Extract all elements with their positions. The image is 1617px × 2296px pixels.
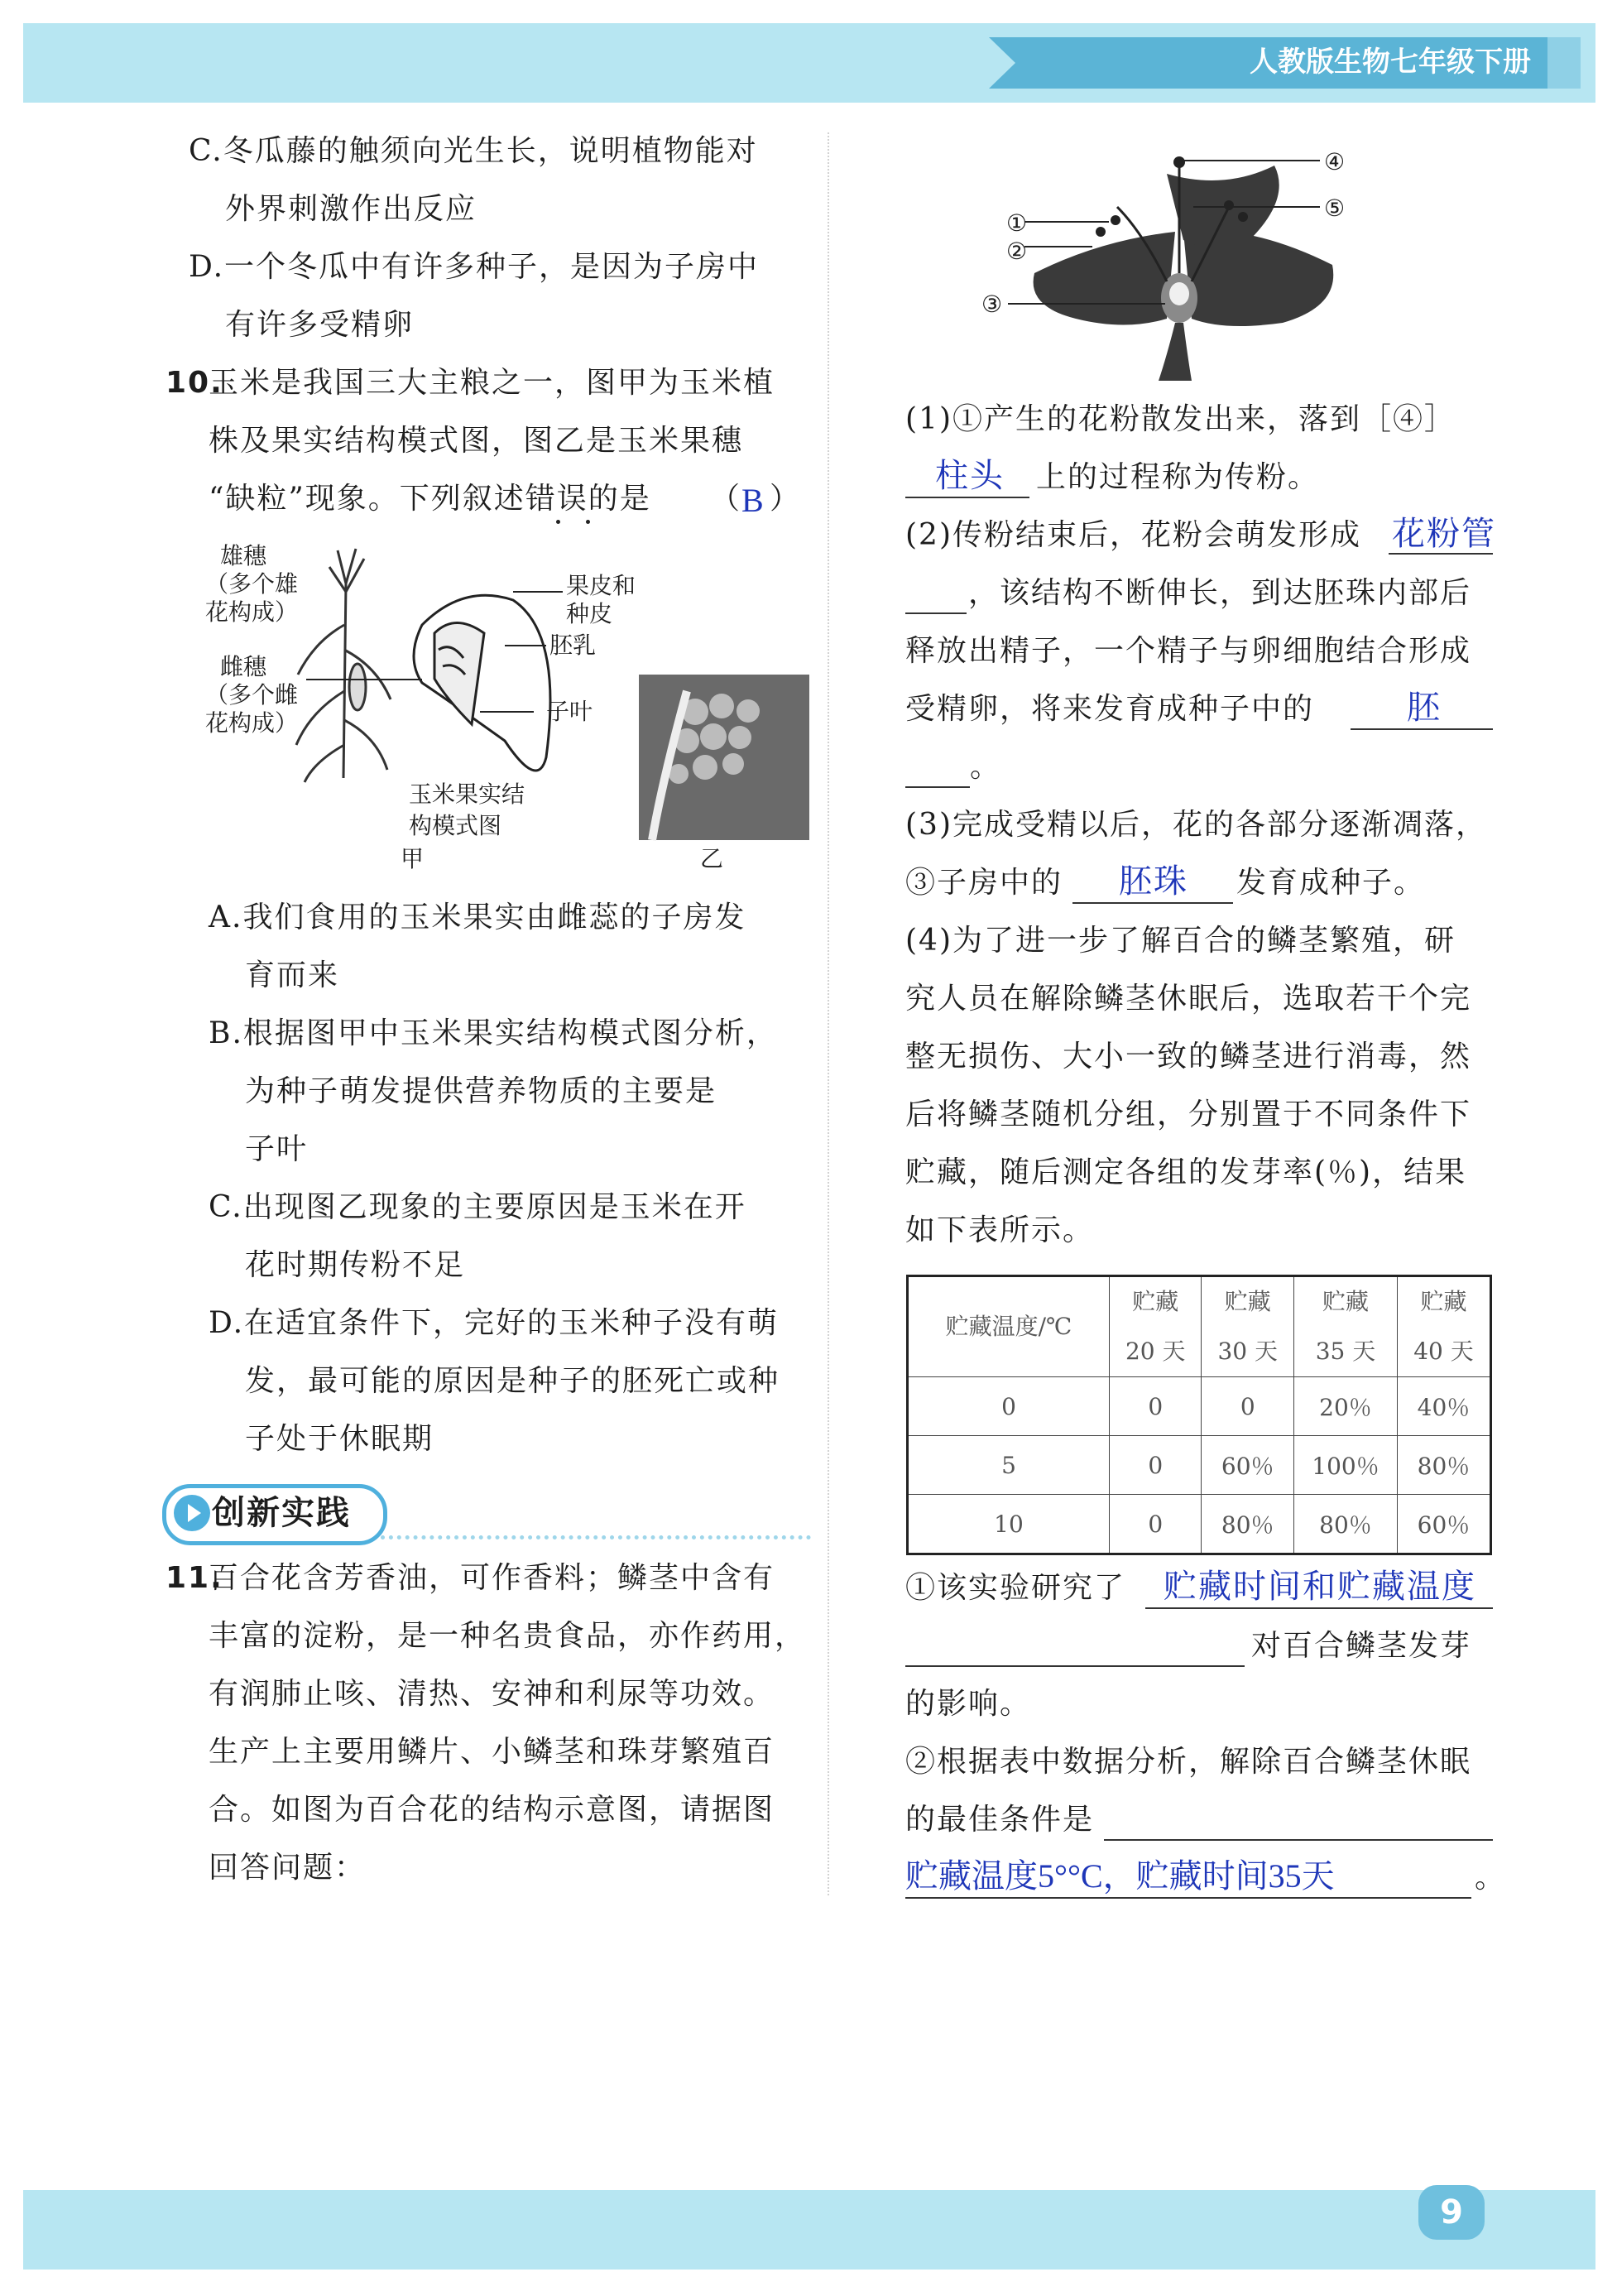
q10-option-b-line2: 为种子萌发提供营养物质的主要是 [245, 1074, 717, 1108]
answer-blank [1104, 1839, 1493, 1841]
column-divider [828, 132, 829, 1895]
q10-paren-close: ） [770, 482, 802, 516]
p4-line3: 整无损伤、大小一致的鳞茎进行消毒，然 [905, 1040, 1472, 1074]
q10-option-d-line1: D.在适宜条件下，完好的玉米种子没有萌 [209, 1306, 780, 1340]
flower-label-5: ⑤ [1324, 195, 1346, 222]
p3-line2b: 发育成种子。 [1236, 866, 1426, 900]
lily-flower-figure [976, 141, 1365, 389]
table-row [908, 1436, 1491, 1495]
q9-option-d-line2: 有许多受精卵 [225, 308, 415, 342]
q9-option-d-line1: D.一个冬瓜中有许多种子，是因为子房中 [189, 250, 760, 284]
answer-blank [905, 1897, 1471, 1899]
p3-line1: (3)完成受精以后，花的各部分逐渐凋落， [905, 808, 1487, 842]
answer-blank [905, 612, 967, 614]
table-header-day20: 贮藏 20 天 [1110, 1276, 1202, 1377]
p2-answer1: 花粉管 [1392, 515, 1496, 552]
p1-line2: 上的过程称为传粉。 [1036, 460, 1320, 494]
table-cell: 60％ [1202, 1436, 1293, 1495]
fig-label-pericarp-1: 果皮和 [566, 572, 636, 599]
header-block [1547, 37, 1581, 89]
table-cell: 80％ [1202, 1495, 1293, 1554]
q11-line5: 合。如图为百合花的结构示意图，请据图 [209, 1793, 775, 1827]
table-cell: 10 [908, 1495, 1110, 1554]
qa-line1: ①该实验研究了 [905, 1571, 1126, 1605]
q10-option-d-line3: 子处于休眠期 [245, 1422, 434, 1456]
germination-table [906, 1275, 1492, 1555]
p4-line6: 如下表所示。 [905, 1213, 1095, 1247]
table-cell: 0 [1110, 1377, 1202, 1436]
fig-label-yi: 乙 [700, 845, 724, 872]
p4-line2: 究人员在解除鳞茎休眠后，选取若干个完 [905, 982, 1472, 1016]
fig-label-female-2: （多个雌 [205, 681, 299, 708]
lily-petals [1034, 166, 1334, 381]
q10-stem-line1: 玉米是我国三大主粮之一，图甲为玉米植 [209, 366, 775, 400]
flower-label-3: ③ [981, 291, 1003, 318]
q10-stem-line2: 株及果实结构模式图，图乙是玉米果穗 [209, 424, 744, 458]
q11-line3: 有润肺止咳、清热、安神和利尿等功效。 [209, 1677, 775, 1711]
play-arrow-icon [174, 1495, 210, 1531]
fig-label-male-3: 花构成） [205, 598, 299, 626]
header-title: 人教版生物七年级下册 [1250, 46, 1531, 79]
p2-answer2: 胚 [1407, 689, 1442, 726]
answer-blank [905, 786, 970, 788]
table-cell: 20％ [1293, 1377, 1397, 1436]
qb-end: 。 [1475, 1861, 1507, 1895]
corn-kernel-drawing [414, 595, 550, 771]
q10-option-d-line2: 发，最可能的原因是种子的胚死亡或种 [245, 1364, 780, 1398]
flower-label-4: ④ [1324, 148, 1346, 175]
table-cell: 40％ [1397, 1377, 1490, 1436]
page-number: 9 [1418, 2185, 1485, 2240]
table-cell: 80％ [1293, 1495, 1397, 1554]
p2-line4: 受精卵，将来发育成种子中的 [905, 692, 1315, 726]
table-header-day30: 贮藏 30 天 [1202, 1276, 1293, 1377]
section-dotted-rule [381, 1535, 811, 1539]
table-header-row [908, 1276, 1491, 1377]
p3-line2a: ③子房中的 [905, 866, 1063, 900]
fig-label-pericarp-2: 种皮 [566, 600, 613, 627]
p2-line5: 。 [970, 750, 1002, 784]
q10-option-c-line1: C.出现图乙现象的主要原因是玉米在开 [209, 1190, 746, 1224]
q10-option-c-line2: 花时期传粉不足 [245, 1248, 466, 1282]
table-header-day40: 贮藏 40 天 [1397, 1276, 1490, 1377]
q10-answer: B [741, 482, 765, 519]
table-cell: 100％ [1293, 1436, 1397, 1495]
q10-option-a-line2: 育而来 [245, 958, 340, 992]
emphasis-dot [556, 520, 560, 524]
q10-paren-open: （ [710, 482, 742, 516]
q11-line4: 生产上主要用鳞片、小鳞茎和珠芽繁殖百 [209, 1735, 775, 1769]
table-cell: 0 [1202, 1377, 1293, 1436]
emphasis-dot [586, 520, 590, 524]
q11-line1: 百合花含芳香油，可作香料；鳞茎中含有 [209, 1561, 775, 1595]
fig-label-female-3: 花构成） [205, 709, 299, 737]
q9-option-c-line1: C.冬瓜藤的触须向光生长，说明植物能对 [189, 134, 758, 168]
fig-label-cotyledon: 子叶 [546, 698, 593, 725]
table-header-day35: 贮藏 35 天 [1293, 1276, 1397, 1377]
p4-line1: (4)为了进一步了解百合的鳞茎繁殖，研 [905, 924, 1456, 958]
flower-label-1: ① [1006, 209, 1028, 237]
qa-line3: 的影响。 [905, 1687, 1032, 1721]
fig-caption-1: 玉米果实结 [409, 781, 525, 808]
q11-line6: 回答问题： [209, 1851, 367, 1885]
q10-stem-line3: “缺粒”现象。下列叙述错误的是 [209, 482, 651, 516]
q10-option-b-line1: B.根据图甲中玉米果实结构模式图分析， [209, 1016, 778, 1050]
q11-line2: 丰富的淀粉，是一种名贵食品，亦作药用， [209, 1619, 807, 1653]
p1-line1: (1)①产生的花粉散发出来，落到［④］ [905, 402, 1456, 436]
table-cell: 80％ [1397, 1436, 1490, 1495]
section-title: 创新实践 [212, 1494, 351, 1532]
table-cell: 0 [908, 1377, 1110, 1436]
footer-band [23, 2190, 1595, 2270]
fig-label-male-2: （多个雄 [205, 570, 299, 598]
q10-option-b-line3: 子叶 [245, 1132, 309, 1166]
fig-label-endosperm: 胚乳 [549, 632, 597, 659]
table-cell: 0 [1110, 1495, 1202, 1554]
table-row [908, 1377, 1491, 1436]
p4-line4: 后将鳞茎随机分组，分别置于不同条件下 [905, 1098, 1472, 1131]
qb-line1: ②根据表中数据分析，解除百合鳞茎休眠 [905, 1745, 1472, 1779]
q11-number: 11. [166, 1561, 223, 1595]
table-cell: 5 [908, 1436, 1110, 1495]
table-row [908, 1495, 1491, 1554]
fig-label-female-1: 雌穗 [220, 653, 267, 680]
p1-answer: 柱头 [935, 457, 1005, 494]
fig-label-male-1: 雄穗 [220, 542, 267, 569]
fig-label-jia: 甲 [401, 845, 425, 872]
q10-number: 10. [166, 366, 223, 400]
q9-option-c-line2: 外界刺激作出反应 [225, 192, 477, 226]
qa-answer: 贮藏时间和贮藏温度 [1164, 1568, 1476, 1605]
p2-line3: 释放出精子，一个精子与卵细胞结合形成 [905, 634, 1472, 668]
q10-option-a-line1: A.我们食用的玉米果实由雌蕊的子房发 [209, 901, 746, 934]
qb-answer: 贮藏温度5°°C，贮藏时间35天 [905, 1857, 1335, 1895]
answer-blank [1389, 553, 1493, 555]
table-cell: 60％ [1397, 1495, 1490, 1554]
table-header-temp: 贮藏温度/℃ [908, 1276, 1110, 1377]
answer-blank [905, 1665, 1245, 1667]
p2-line1: (2)传粉结束后，花粉会萌发形成 [905, 518, 1361, 552]
corn-plant-drawing [296, 549, 391, 782]
table-cell: 0 [1110, 1436, 1202, 1495]
flower-label-2: ② [1006, 238, 1028, 265]
fig-caption-2: 构模式图 [409, 812, 502, 839]
p4-line5: 贮藏，随后测定各组的发芽率(％)，结果 [905, 1155, 1467, 1189]
p3-answer: 胚珠 [1119, 862, 1188, 900]
p2-line2: ，该结构不断伸长，到达胚珠内部后 [968, 576, 1472, 610]
qa-line2: 对百合鳞茎发芽 [1251, 1629, 1472, 1663]
qb-line2: 的最佳条件是 [905, 1803, 1095, 1837]
